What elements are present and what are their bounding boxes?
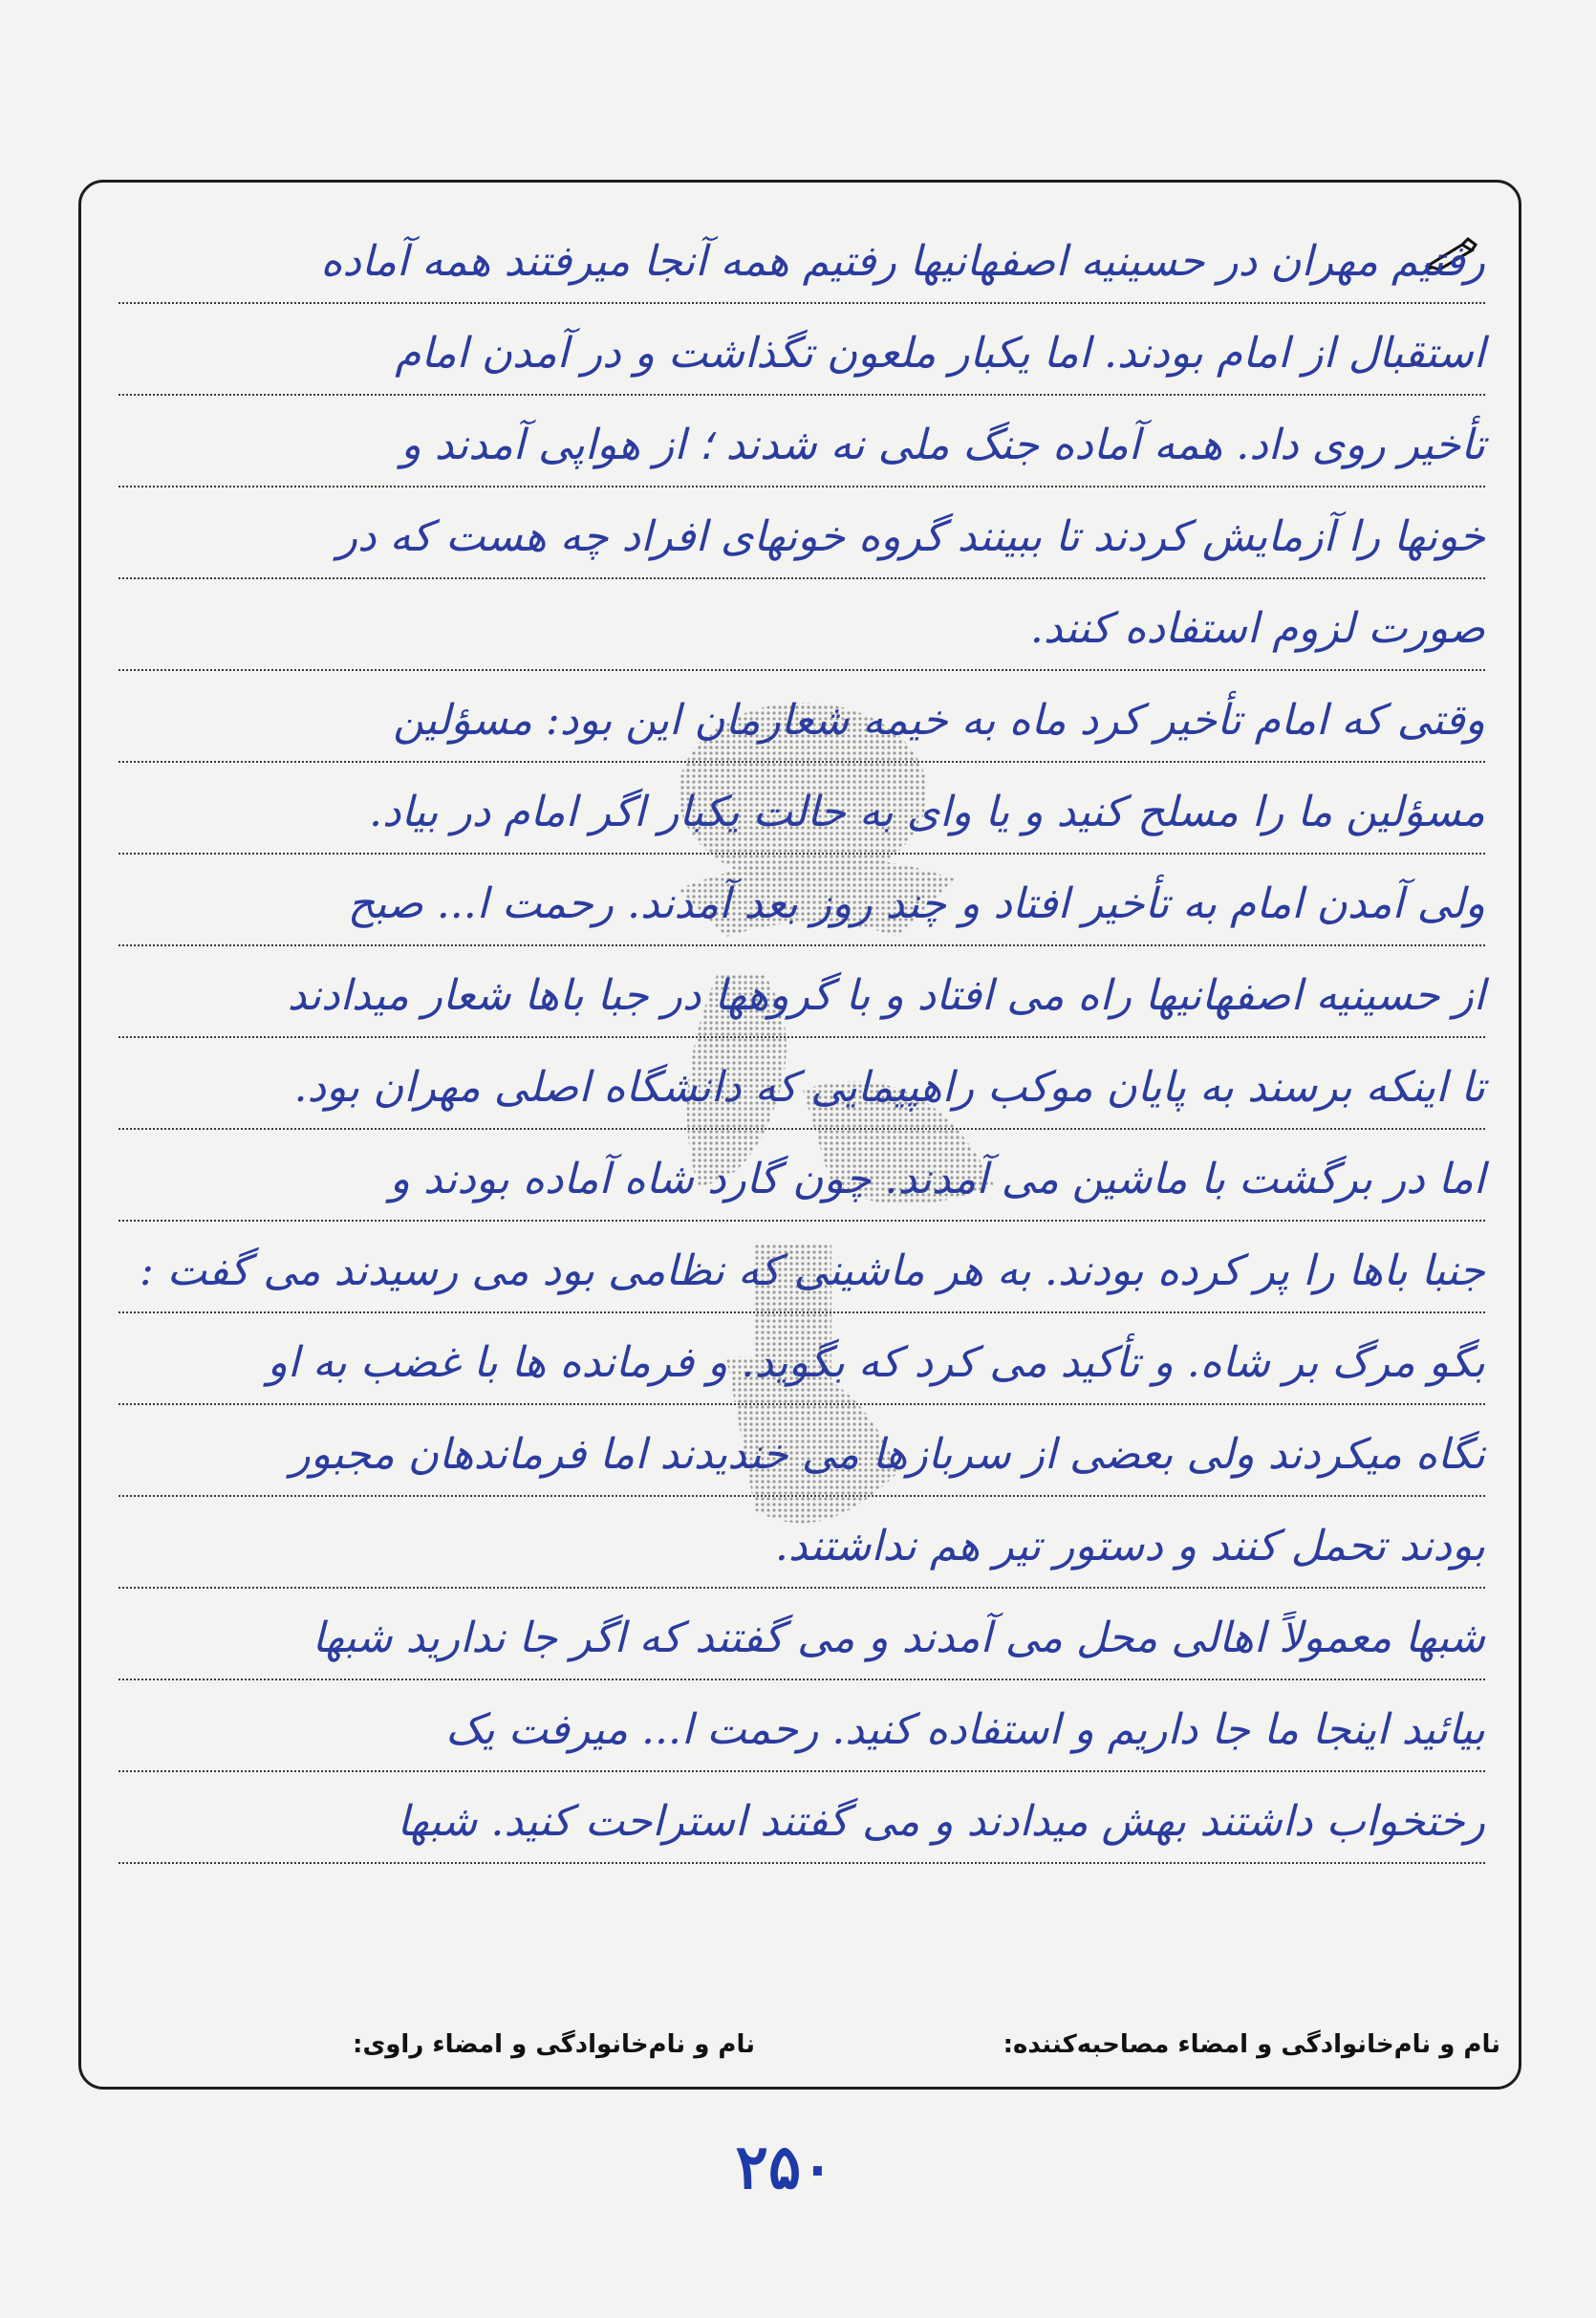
note-line: صورت لزوم استفاده کنند. bbox=[119, 579, 1485, 671]
note-line: خونها را آزمایش کردند تا ببینند گروه خونهای افراد چه هست که در bbox=[119, 487, 1485, 579]
note-line: نگاه میکردند ولی بعضی از سربازها می خندیدند اما فرماندهان مجبور bbox=[119, 1405, 1485, 1497]
narrator-signature-label: نام و نام‌خانوادگی و امضاء راوی: bbox=[353, 2030, 755, 2059]
note-line: تا اینکه برسند به پایان موکب راهپیمایی که دانشگاه اصلی مهران بود. bbox=[119, 1038, 1485, 1130]
note-line: ولی آمدن امام به تأخیر افتاد و چند روز بعد آمدند. رحمت ا... صبح bbox=[119, 855, 1485, 946]
page-number: ۲۵۰ bbox=[735, 2132, 834, 2203]
note-line: تأخیر روی داد. همه آماده جنگ ملی نه شدند ؛ از هواپی آمدند و bbox=[119, 396, 1485, 487]
note-line: مسؤلین ما را مسلح کنید و یا وای به حالت یکبار اگر امام در بیاد. bbox=[119, 763, 1485, 855]
note-line: استقبال از امام بودند. اما یکبار ملعون تگذاشت و در آمدن امام bbox=[119, 304, 1485, 396]
note-line: بودند تحمل کنند و دستور تیر هم نداشتند. bbox=[119, 1497, 1485, 1589]
note-line: وقتی که امام تأخیر کرد ماه به خیمه شعارمان این بود: مسؤلین bbox=[119, 671, 1485, 763]
note-line: جنبا باها را پر کرده بودند. به هر ماشینی که نظامی بود می رسیدند می گفت : bbox=[119, 1222, 1485, 1313]
note-line: رفتیم مهران در حسینیه اصفهانیها رفتیم همه آنجا میرفتند همه آماده bbox=[119, 212, 1485, 304]
interviewer-signature-label: نام و نام‌خانوادگی و امضاء مصاحبه‌کننده: bbox=[1003, 2030, 1500, 2059]
note-line: رختخواب داشتند بهش میدادند و می گفتند استراحت کنید. شبها bbox=[119, 1772, 1485, 1864]
note-line: شبها معمولاً اهالی محل می آمدند و می گفتند که اگر جا ندارید شبها bbox=[119, 1589, 1485, 1680]
note-line: بیائید اینجا ما جا داریم و استفاده کنید. رحمت ا... میرفت یک bbox=[119, 1680, 1485, 1772]
signature-footer bbox=[105, 2030, 1500, 2078]
note-line: اما در برگشت با ماشین می آمدند. چون گارد شاه آماده بودند و bbox=[119, 1130, 1485, 1222]
note-line: بگو مرگ بر شاه. و تأکید می کرد که بگوید. و فرمانده ها با غضب به او bbox=[119, 1313, 1485, 1405]
note-line: از حسینیه اصفهانیها راه می افتاد و با گروهها در جبا باها شعار میدادند bbox=[119, 946, 1485, 1038]
